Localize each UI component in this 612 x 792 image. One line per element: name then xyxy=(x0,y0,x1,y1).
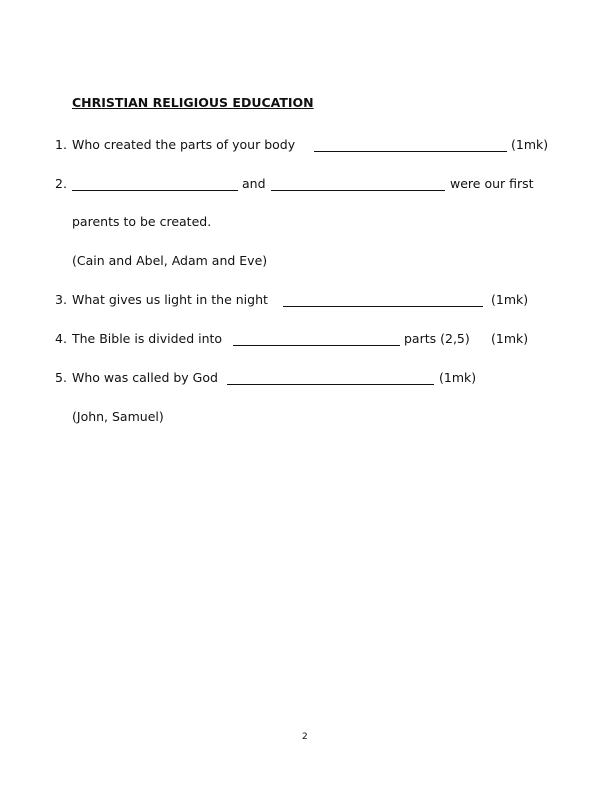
question-number: 1. xyxy=(55,137,67,152)
question-number: 3. xyxy=(55,292,67,307)
answer-blank-2[interactable] xyxy=(271,190,445,191)
question-text: The Bible is divided into xyxy=(72,331,223,346)
page-number: 2 xyxy=(302,732,308,742)
question-continuation: parents to be created. xyxy=(72,214,212,229)
connector-text: and xyxy=(242,176,266,191)
answer-blank[interactable] xyxy=(314,151,507,152)
question-text: What gives us light in the night xyxy=(72,292,268,307)
question-number: 4. xyxy=(55,331,67,346)
question-text-after: parts (2,5) xyxy=(404,331,470,346)
marks-label: (1mk) xyxy=(491,331,529,346)
answer-blank-1[interactable] xyxy=(72,190,238,191)
question-text: Who created the parts of your body xyxy=(72,137,296,152)
marks-label: (1mk) xyxy=(491,292,529,307)
answer-options: (John, Samuel) xyxy=(72,409,164,424)
page-title: CHRISTIAN RELIGIOUS EDUCATION xyxy=(72,95,314,110)
question-text: Who was called by God xyxy=(72,370,218,385)
answer-options: (Cain and Abel, Adam and Eve) xyxy=(72,253,268,268)
question-text: were our first xyxy=(450,176,534,191)
marks-label: (1mk) xyxy=(439,370,477,385)
answer-blank[interactable] xyxy=(283,306,483,307)
question-number: 2. xyxy=(55,176,67,191)
marks-label: (1mk) xyxy=(511,137,549,152)
question-number: 5. xyxy=(55,370,67,385)
answer-blank[interactable] xyxy=(233,345,400,346)
answer-blank[interactable] xyxy=(227,384,434,385)
